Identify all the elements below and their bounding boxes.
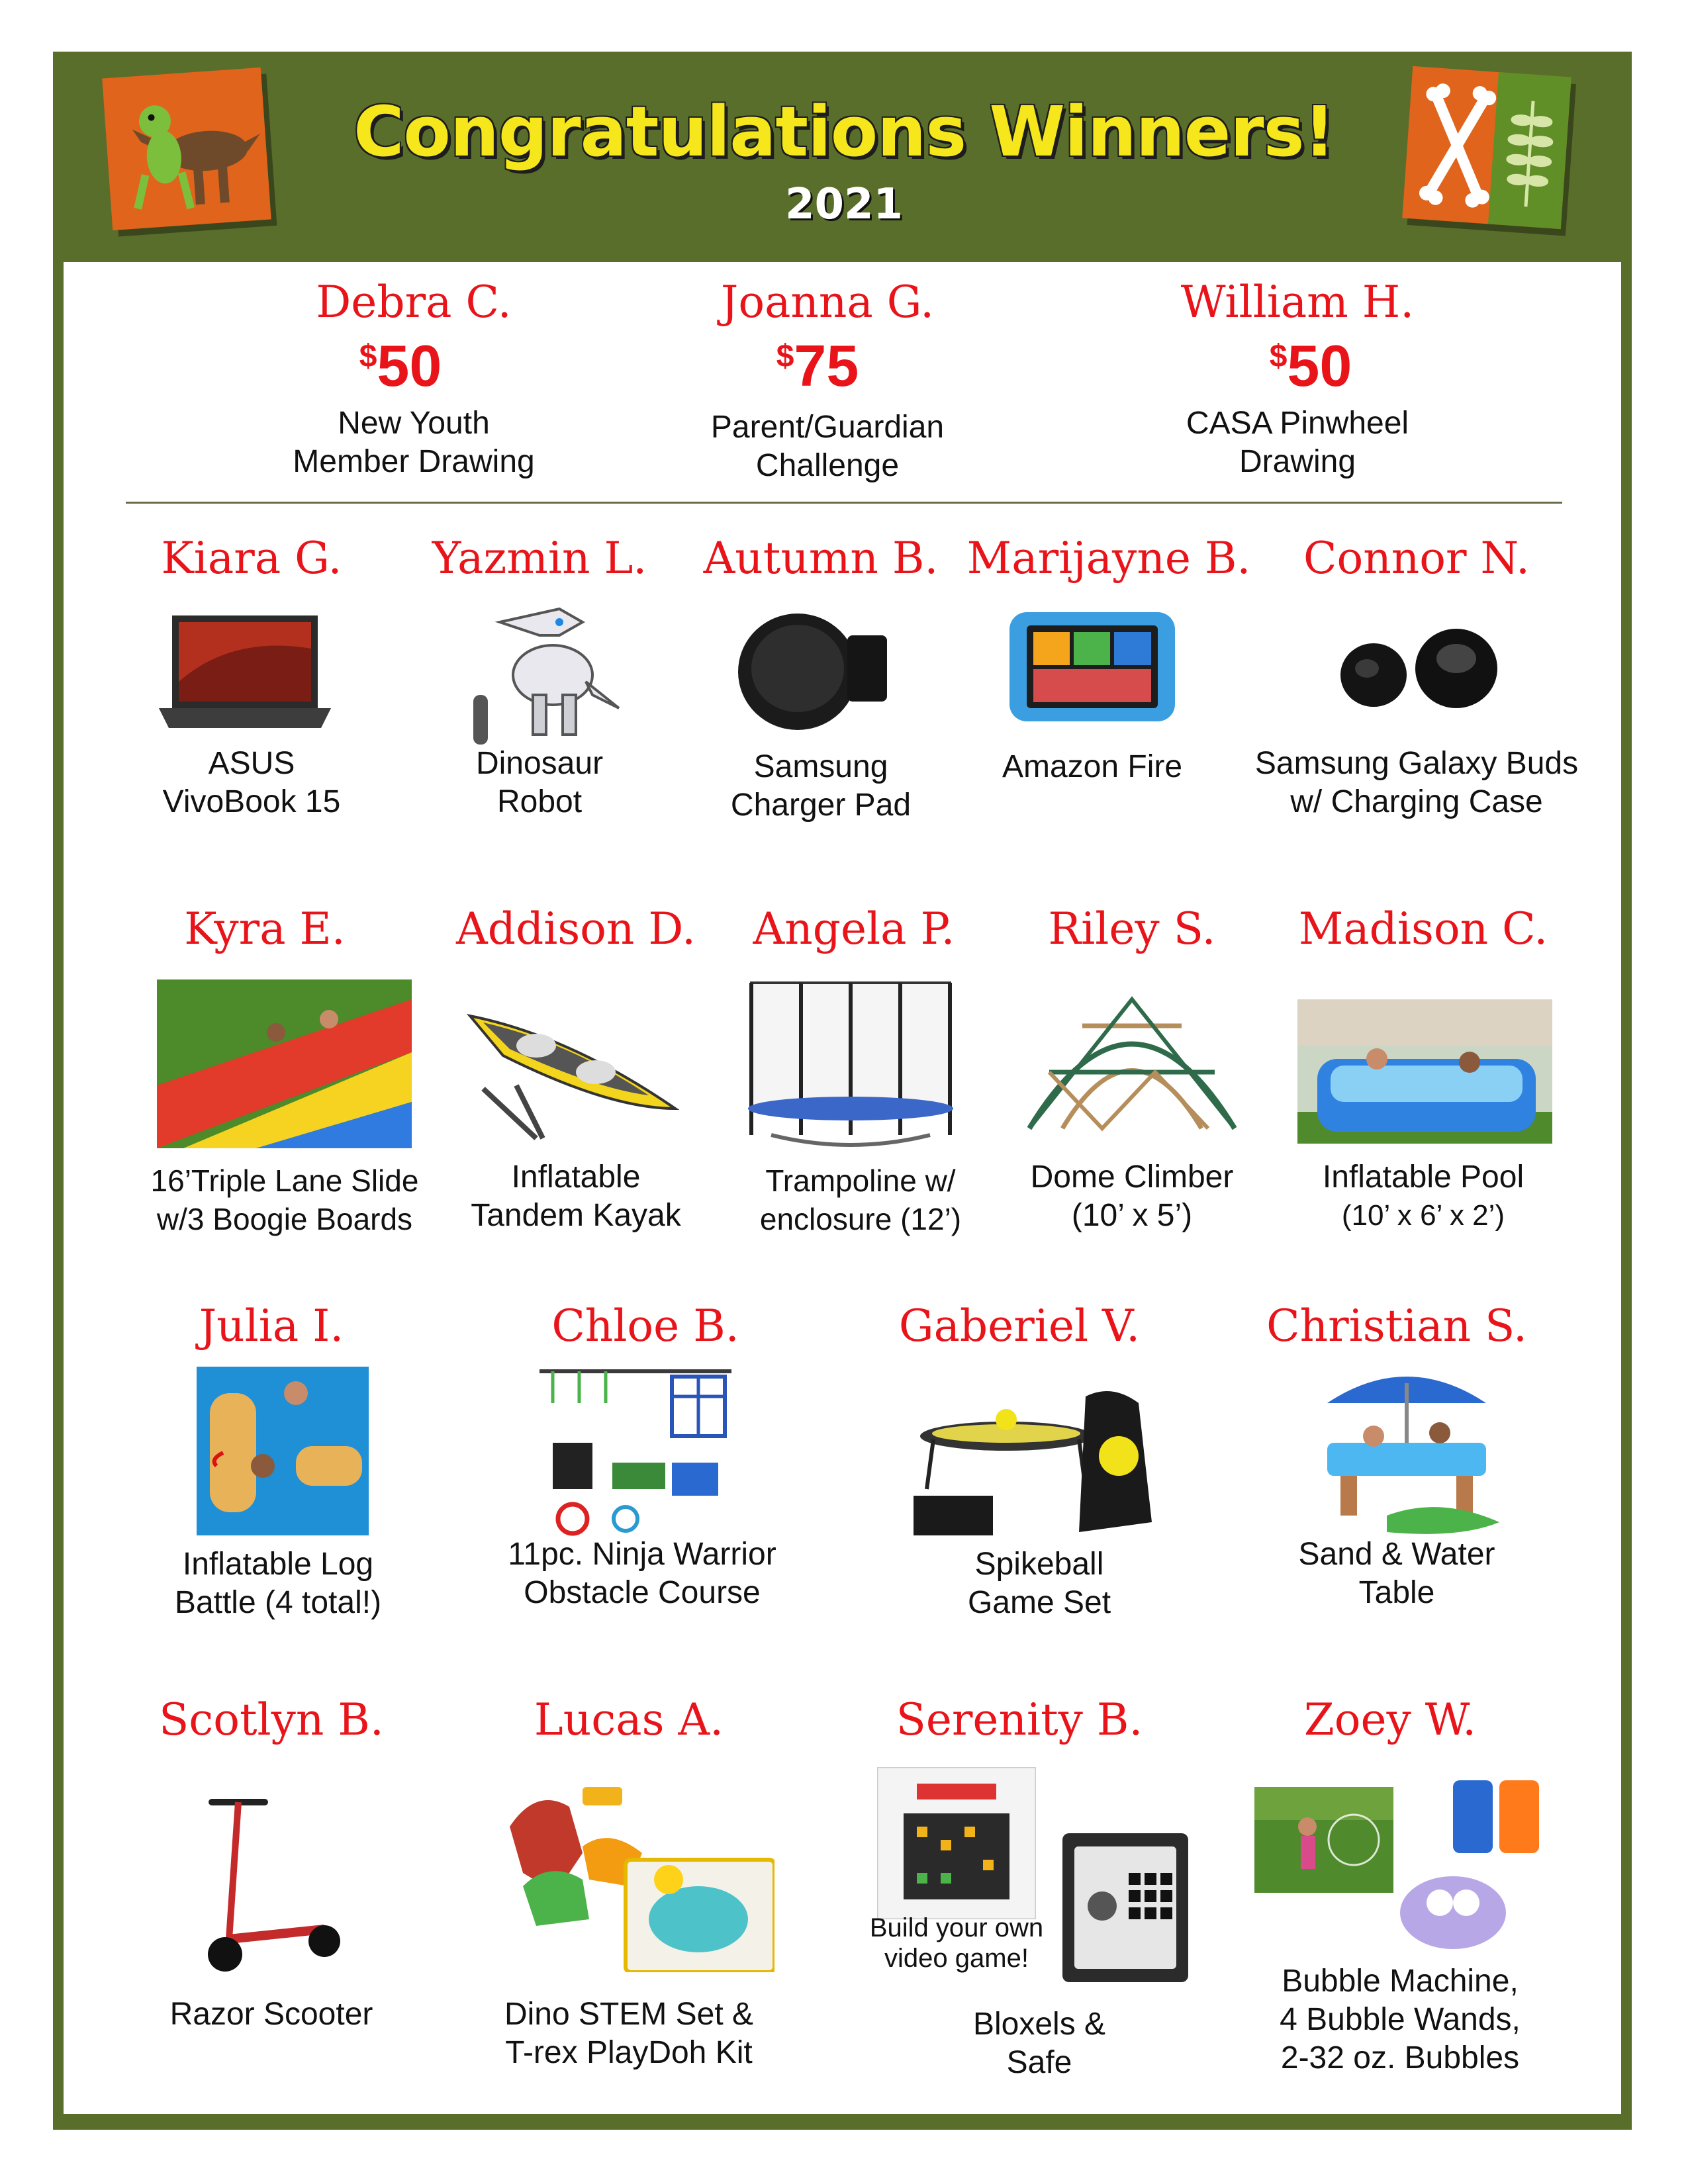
prize-line1: 16’Triple Lane Slide <box>150 1163 419 1198</box>
trampoline-icon <box>745 970 957 1155</box>
winner-name: Connor N. <box>1303 533 1530 584</box>
prize-line1: Dome Climber <box>1030 1160 1234 1195</box>
prize-desc-line2: Challenge <box>755 448 900 483</box>
dino-kit-icon <box>496 1774 774 1972</box>
prize-line1: Bubble Machine, <box>1282 1964 1519 1999</box>
safe-icon <box>1062 1833 1188 1982</box>
winner-name: Riley S. <box>1048 903 1216 954</box>
prize-desc-line2: Drawing <box>1239 444 1356 479</box>
winner-yazmin <box>407 533 672 584</box>
winner-riley <box>993 903 1271 954</box>
prize-amount <box>1178 333 1443 398</box>
top-winner-3 <box>1152 277 1443 481</box>
winner-serenity <box>880 1694 1158 1745</box>
prize-line2: (10’ x 5’) <box>1071 1198 1193 1233</box>
section-divider <box>126 502 1562 504</box>
prize-gaberiel <box>907 1545 1172 1622</box>
prize-line2: Safe <box>1006 2045 1072 2080</box>
prize-riley <box>993 1158 1271 1235</box>
winner-zoey <box>1251 1694 1529 1745</box>
prize-line2: (10’ x 6’ x 2’) <box>1341 1199 1505 1232</box>
prize-connor <box>1238 745 1595 821</box>
kayak-icon <box>463 996 682 1142</box>
winner-name: Autumn B. <box>703 533 939 584</box>
prize-line3: 2-32 oz. Bubbles <box>1280 2040 1520 2075</box>
currency-symbol: $ <box>776 339 794 374</box>
winner-name: Christian S. <box>1266 1300 1527 1351</box>
prize-desc-line1: CASA Pinwheel <box>1186 406 1409 441</box>
prize-line2: w/ Charging Case <box>1290 784 1543 819</box>
prize-line1: Inflatable Log <box>182 1547 374 1582</box>
prize-line1: Samsung <box>753 749 888 784</box>
top-winner-2 <box>682 277 973 485</box>
charger-pad-icon <box>735 609 907 735</box>
winner-name: Kyra E. <box>184 903 346 954</box>
top-winner-1 <box>271 277 556 481</box>
prize-autumn <box>682 748 960 825</box>
amount-value: 50 <box>377 333 442 398</box>
scooter-icon <box>199 1797 341 1976</box>
winner-name: Lucas A. <box>534 1694 724 1745</box>
water-slide-icon <box>157 979 412 1148</box>
winner-lucas <box>490 1694 768 1745</box>
dome-climber-icon <box>1023 986 1241 1135</box>
prize-line1: Spikeball <box>974 1547 1104 1582</box>
prize-amount <box>662 333 973 398</box>
prize-desc-line1: New Youth <box>338 406 490 441</box>
prize-line1: ASUS <box>208 746 295 781</box>
prize-line2: Charger Pad <box>730 788 912 823</box>
prize-line1: 11pc. Ninja Warrior <box>508 1537 776 1572</box>
prize-line2: w/3 Boogie Boards <box>156 1202 413 1236</box>
prize-line1: Dinosaur <box>475 746 604 781</box>
winner-name: Yazmin L. <box>432 533 647 584</box>
laptop-icon <box>159 609 331 735</box>
prize-angela <box>715 1161 1006 1238</box>
winner-name: Madison C. <box>1298 903 1548 954</box>
bloxels-note-line2: video game! <box>884 1944 1029 1973</box>
winner-name: Debra C. <box>316 277 512 328</box>
winner-name: Marijayne B. <box>966 533 1251 584</box>
pool-icon <box>1297 999 1552 1144</box>
winner-addison <box>437 903 715 954</box>
prize-line1: Bloxels & <box>972 2007 1106 2042</box>
sand-table-icon <box>1307 1363 1506 1539</box>
page-year: 2021 <box>784 180 904 229</box>
prize-line2: Game Set <box>967 1585 1111 1620</box>
prize-desc-line1: Parent/Guardian <box>710 410 945 445</box>
prize-serenity <box>900 2005 1178 2082</box>
earbuds-icon <box>1337 622 1503 721</box>
prize-kiara <box>119 745 384 821</box>
winner-chloe <box>503 1300 788 1351</box>
prize-line1: Razor Scooter <box>169 1997 373 2032</box>
prize-line2: enclosure (12’) <box>759 1202 962 1236</box>
tablet-icon <box>1009 612 1175 721</box>
winner-christian <box>1244 1300 1549 1351</box>
page-title: Congratulations Winners! <box>353 91 1335 172</box>
winner-kiara <box>119 533 384 584</box>
prize-addison <box>437 1158 715 1235</box>
prize-chloe <box>477 1535 808 1612</box>
prize-line1: Inflatable <box>511 1160 641 1195</box>
winner-scotlyn <box>132 1694 410 1745</box>
prize-julia <box>139 1545 417 1622</box>
bubble-machine-icon <box>1254 1780 1556 1952</box>
prize-madison <box>1284 1158 1562 1235</box>
amount-value: 50 <box>1287 333 1352 398</box>
winner-name: Chloe B. <box>551 1300 739 1351</box>
winner-name: Scotlyn B. <box>159 1694 384 1745</box>
winner-name: Zoey W. <box>1303 1694 1477 1745</box>
prize-christian <box>1244 1535 1549 1612</box>
prize-line2: 4 Bubble Wands, <box>1280 2002 1521 2037</box>
winner-name: Angela P. <box>753 903 955 954</box>
prize-line1: Trampoline w/ <box>765 1163 956 1198</box>
ninja-course-icon <box>539 1363 731 1542</box>
log-battle-icon <box>197 1367 369 1535</box>
prize-line1: Sand & Water <box>1298 1537 1495 1572</box>
robot-dinosaur-icon <box>460 596 626 748</box>
winner-connor <box>1238 533 1595 584</box>
prize-zoey <box>1251 1962 1549 2077</box>
winner-gaberiel <box>880 1300 1158 1351</box>
prize-yazmin <box>407 745 672 821</box>
prize-line2: Table <box>1358 1575 1435 1610</box>
prize-lucas <box>477 1995 781 2072</box>
winner-name: Gaberiel V. <box>898 1300 1141 1351</box>
prize-line2: Tandem Kayak <box>471 1198 681 1233</box>
currency-symbol: $ <box>1269 339 1288 374</box>
winner-madison <box>1284 903 1562 954</box>
prize-kyra <box>132 1161 437 1238</box>
winner-name: Addison D. <box>456 903 696 954</box>
winner-kyra <box>132 903 397 954</box>
prize-line1: Inflatable Pool <box>1322 1160 1524 1195</box>
winner-marijayne <box>953 533 1264 584</box>
prize-line1: Samsung Galaxy Buds <box>1254 746 1579 781</box>
prize-marijayne <box>953 748 1231 786</box>
winner-name: Julia I. <box>199 1300 344 1351</box>
prize-line2: Robot <box>496 784 583 819</box>
prize-line2: T-rex PlayDoh Kit <box>505 2035 753 2070</box>
spikeball-icon <box>914 1383 1158 1539</box>
bloxels-box-icon <box>877 1767 1036 1919</box>
currency-symbol: $ <box>359 339 377 374</box>
prize-line2: VivoBook 15 <box>162 784 341 819</box>
prize-line1: Amazon Fire <box>1002 749 1183 784</box>
winner-name: Serenity B. <box>896 1694 1143 1745</box>
winner-name: William H. <box>1180 277 1415 328</box>
prize-line2: Obstacle Course <box>524 1575 761 1610</box>
prize-desc-line2: Member Drawing <box>293 444 535 479</box>
winner-julia <box>139 1300 404 1351</box>
winner-name: Kiara G. <box>161 533 342 584</box>
winner-name: Joanna G. <box>720 277 935 328</box>
prize-line2: Battle (4 total!) <box>174 1585 382 1620</box>
prize-scotlyn <box>132 1995 410 2034</box>
amount-value: 75 <box>794 333 859 398</box>
prize-line1: Dino STEM Set & <box>504 1997 754 2032</box>
winner-angela <box>715 903 993 954</box>
winner-autumn <box>682 533 960 584</box>
bloxels-note-line1: Build your own <box>869 1913 1044 1942</box>
prize-amount <box>245 333 556 398</box>
